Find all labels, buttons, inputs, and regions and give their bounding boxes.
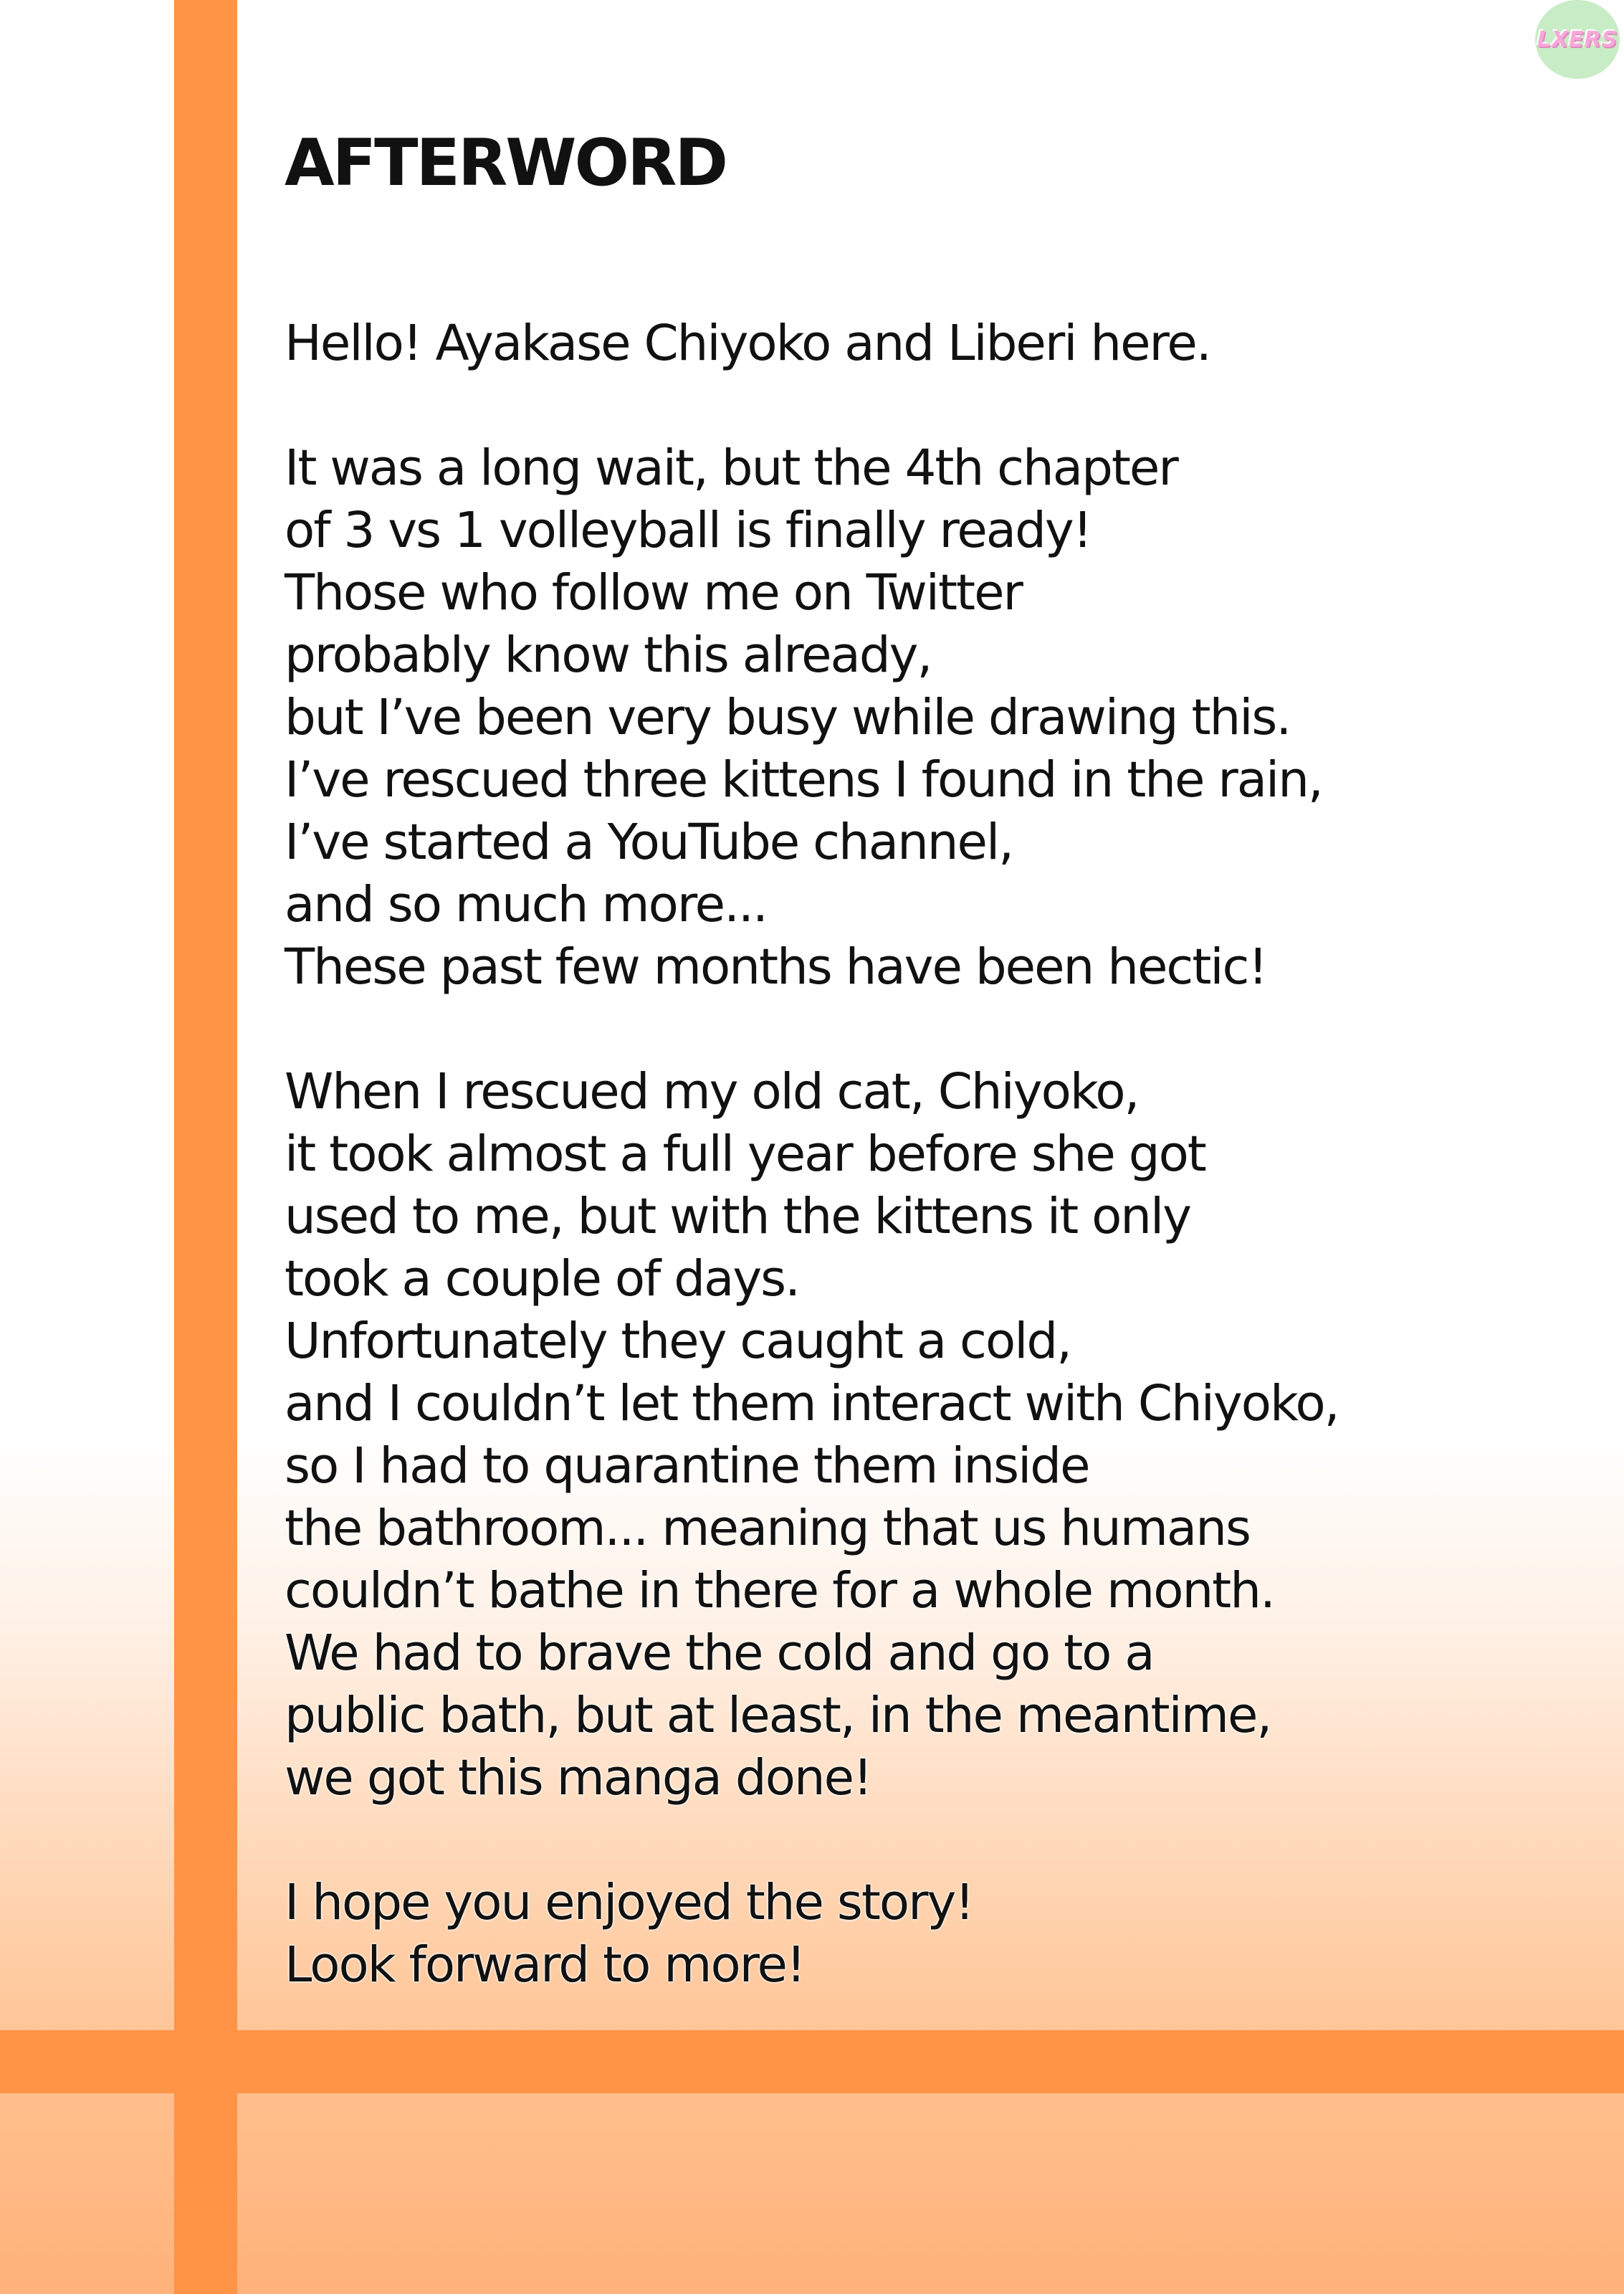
scanlator-logo-icon	[1535, 0, 1620, 79]
text-line: the bathroom... meaning that us humans	[285, 1500, 1250, 1557]
text-line: and I couldn’t let them interact with Chiyoko,	[285, 1375, 1339, 1432]
horizontal-orange-stripe	[0, 2030, 1624, 2093]
text-line: but I’ve been very busy while drawing this.	[285, 689, 1291, 746]
text-line: These past few months have been hectic!	[285, 938, 1267, 996]
paragraph-gap	[285, 1809, 1575, 1872]
afterword-body	[285, 313, 1575, 1996]
text-line: I’ve started a YouTube channel,	[285, 814, 1013, 871]
text-line: Look forward to more!	[285, 1936, 805, 1994]
text-line: probably know this already,	[285, 627, 932, 684]
text-line: Hello! Ayakase Chiyoko and Liberi here.	[285, 315, 1210, 372]
text-line: couldn’t bathe in there for a whole month.	[285, 1562, 1274, 1619]
text-line: It was a long wait, but the 4th chapter	[285, 439, 1178, 497]
afterword-paragraph	[285, 1061, 1575, 1809]
afterword-paragraph	[285, 313, 1575, 375]
page-title: AFTERWORD	[285, 125, 727, 201]
text-line: and so much more...	[285, 876, 767, 933]
afterword-paragraph	[285, 1872, 1575, 1996]
text-line: of 3 vs 1 volleyball is finally ready!	[285, 502, 1092, 559]
text-line: Those who follow me on Twitter	[285, 564, 1022, 622]
text-line: it took almost a full year before she got	[285, 1125, 1205, 1183]
afterword-paragraph	[285, 437, 1575, 999]
text-line: Unfortunately they caught a cold,	[285, 1313, 1071, 1370]
paragraph-gap	[285, 375, 1575, 437]
text-line: I hope you enjoyed the story!	[285, 1874, 973, 1931]
text-line: When I rescued my old cat, Chiyoko,	[285, 1063, 1139, 1120]
logo-text: LXERS	[1537, 27, 1618, 52]
text-line: so I had to quarantine them inside	[285, 1437, 1089, 1495]
text-line: took a couple of days.	[285, 1250, 800, 1308]
paragraph-gap	[285, 999, 1575, 1061]
text-line: I’ve rescued three kittens I found in the rain,	[285, 751, 1322, 809]
vertical-orange-stripe	[174, 0, 237, 2294]
text-line: we got this manga done!	[285, 1749, 871, 1807]
text-line: We had to brave the cold and go to a	[285, 1624, 1154, 1682]
text-line: used to me, but with the kittens it only	[285, 1188, 1191, 1245]
text-line: public bath, but at least, in the meantime,	[285, 1687, 1271, 1744]
